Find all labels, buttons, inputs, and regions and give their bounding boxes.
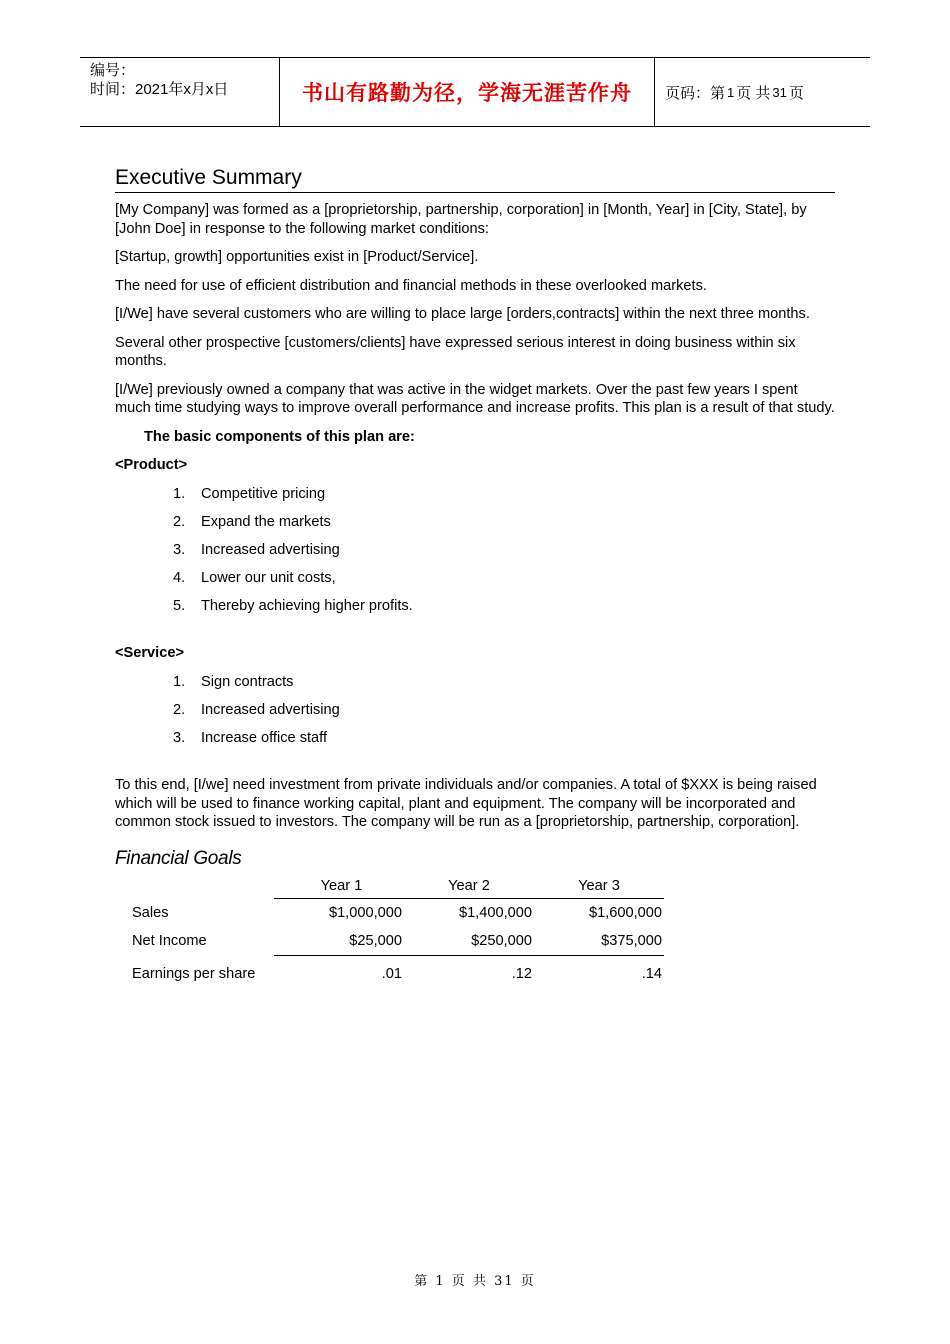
list-number: 2. [173,701,186,718]
row-label: Net Income [132,933,207,949]
page-label-prefix: 页码：第 [665,84,726,102]
paragraph: [I/We] previously owned a company that was active in the widget markets. Over the past few years I spent much time studying ways to improve overall performance and increase profits. This plan is a result of that study. [115,381,835,416]
table-cell: .12 [404,956,534,992]
list-text: Increased advertising [201,541,340,558]
list-number: 5. [173,597,186,614]
column-header: Year 1 [320,877,363,894]
table-cell: $25,000 [349,932,402,949]
header-empty-cell [125,874,274,899]
header-motto-cell [280,58,655,126]
list-item [173,729,835,748]
spacer [115,757,835,776]
table-row [125,956,664,992]
document-number-label: 编号： [90,62,136,79]
financial-goals-table [125,874,664,992]
page-label-mid: 页 共 [736,84,771,102]
investment-paragraph: To this end, [I/we] need investment from private individuals and/or companies. A total of $XXX is being raised which will be used to finance working capital, plant and equipment. The company will be incorporated and common stock issued to investors. The company will be run as a [proprietorship, partnership, corporation]. [115,777,817,830]
table-row [125,927,664,956]
document-time-label: 时间：2021年x月x日 [90,81,229,98]
product-heading: <Product> [115,457,188,473]
header-motto: 书山有路勤为径，学海无涯苦作舟 [302,80,632,105]
header-page-info [655,58,870,126]
list-text: Competitive pricing [201,485,326,502]
list-item [173,513,835,532]
section-title: Executive Summary [115,165,835,193]
table-cell: .14 [534,956,664,992]
list-number: 2. [173,513,186,530]
page-label-suffix: 页 [788,84,804,102]
product-list [115,485,835,616]
document-body [115,165,835,992]
footer-mid: 页 共 [451,1274,488,1289]
row-label: Earnings per share [132,965,256,982]
paragraph: [Startup, growth] opportunities exist in [Product/Service]. [115,249,479,265]
list-text: Lower our unit costs, [201,569,336,586]
page-header [80,57,870,127]
paragraph: Several other prospective [customers/clients] have expressed serious interest in doing business within six months. [115,334,796,369]
table-cell: $375,000 [601,932,662,949]
table-row [125,899,664,928]
column-header: Year 3 [578,877,620,894]
list-number: 1. [173,673,186,690]
list-number: 3. [173,541,186,558]
list-item [173,597,835,616]
row-label: Sales [132,904,169,921]
list-item [173,485,835,504]
list-number: 4. [173,569,186,586]
header-meta [80,58,280,126]
footer-prefix: 第 [414,1274,430,1289]
list-text: Sign contracts [201,673,294,690]
list-number: 1. [173,485,186,502]
list-text: Expand the markets [201,513,331,530]
spacer [115,625,835,644]
financial-goals-heading: Financial Goals [115,847,242,869]
table-cell: $1,400,000 [404,899,534,928]
service-heading: <Service> [115,645,184,661]
list-number: 3. [173,729,186,746]
footer-suffix: 页 [520,1274,536,1289]
table-cell: $250,000 [471,932,532,949]
service-list [115,673,835,748]
paragraph: The need for use of efficient distribution and financial methods in these overlooked markets. [115,277,707,294]
list-text: Increased advertising [201,701,340,718]
list-item [173,541,835,560]
list-item [173,673,835,692]
table-cell: .01 [274,956,404,992]
page-footer [0,1270,950,1289]
page-current: 1 [727,84,735,100]
list-item [173,569,835,588]
paragraph: [My Company] was formed as a [proprietorship, partnership, corporation] in [Month, Year] in [City, State], by [John Doe] in response to the following market conditions: [115,202,807,237]
list-text: Increase office staff [201,729,328,746]
column-header: Year 2 [448,877,490,894]
page-total: 31 [772,84,787,100]
footer-total: 31 [494,1274,515,1289]
table-cell: $1,600,000 [534,899,664,928]
components-heading: The basic components of this plan are: [144,428,415,445]
paragraph: [I/We] have several customers who are willing to place large [orders,contracts] within the next three months. [115,306,810,322]
table-header-row [125,874,664,899]
footer-current: 1 [435,1274,446,1289]
table-cell: $1,000,000 [274,899,404,928]
list-item [173,701,835,720]
list-text: Thereby achieving higher profits. [201,597,413,614]
